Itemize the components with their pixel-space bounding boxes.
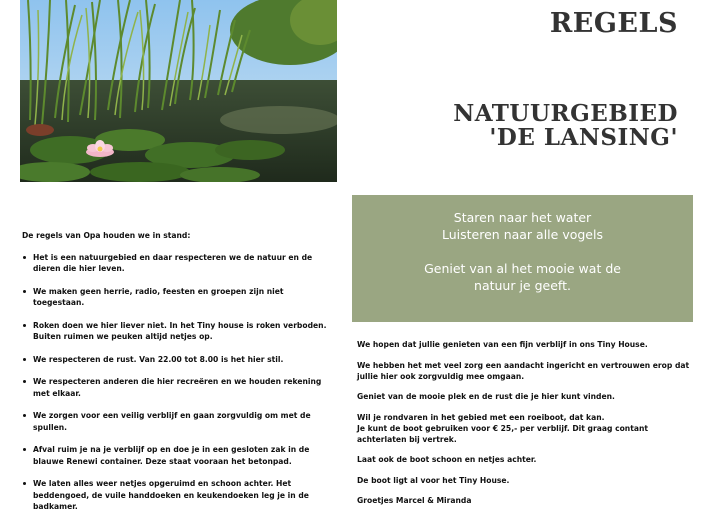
rule-item: Afval ruim je na je verblijf op en doe je in een gesloten zak in de blauwe Renewi container. Deze staat vooraan het betonpad. bbox=[22, 444, 332, 467]
info-paragraph: Geniet van de mooie plek en de rust die je hier kunt vinden. bbox=[357, 392, 615, 401]
rule-item: We respecteren anderen die hier recreëren en we houden rekening met elkaar. bbox=[22, 376, 332, 399]
nature-photo bbox=[20, 0, 337, 182]
rules-intro: De regels van Opa houden we in stand: bbox=[22, 231, 191, 240]
signature: Groetjes Marcel & Miranda bbox=[357, 496, 472, 505]
page-title: REGELS bbox=[549, 8, 678, 39]
subtitle-line2: 'DE LANSING' bbox=[489, 124, 678, 151]
info-paragraph: De boot ligt al voor het Tiny House. bbox=[357, 475, 510, 485]
rules-list bbox=[22, 252, 332, 513]
boat-line: Wil je rondvaren in het gebied met een roeiboot, dat kan. bbox=[357, 412, 605, 422]
rule-item: Roken doen we hier liever niet. In het Tiny house is roken verboden. Buiten ruimen we peuken altijd netjes op. bbox=[22, 320, 332, 343]
quote-line: Luisteren naar alle vogels bbox=[442, 227, 603, 242]
info-paragraph: We hebben het met veel zorg een aandacht ingericht en vertrouwen erop dat jullie hier ook zorgvuldig mee omgaan. bbox=[357, 360, 690, 381]
subtitle-line1: NATUURGEBIED bbox=[453, 100, 678, 127]
quote-line: natuur je geeft. bbox=[474, 278, 571, 293]
quote-line: Geniet van al het mooie wat de bbox=[424, 261, 621, 276]
info-paragraph: Laat ook de boot schoon en netjes achter. bbox=[357, 455, 537, 464]
pond-water-lily-photo-icon bbox=[20, 0, 337, 182]
quote-box bbox=[352, 195, 693, 322]
info-paragraph: We hopen dat jullie genieten van een fijn verblijf in ons Tiny House. bbox=[357, 340, 648, 349]
info-section bbox=[357, 339, 697, 516]
rule-item: We respecteren de rust. Van 22.00 tot 8.00 is het hier stil. bbox=[22, 354, 332, 366]
rule-item: We maken geen herrie, radio, feesten en groepen zijn niet toegestaan. bbox=[22, 286, 332, 309]
rule-item: We laten alles weer netjes opgeruimd en schoon achter. Het beddengoed, de vuile handdoeken en keukendoeken leg je in de badkamer. bbox=[22, 478, 332, 513]
boat-price-line: Je kunt de boot gebruiken voor € 25,- per verblijf. Dit graag contant achterlaten bij vertrek. bbox=[357, 423, 648, 444]
rule-item: We zorgen voor een veilig verblijf en gaan zorgvuldig om met de spullen. bbox=[22, 410, 332, 433]
quote-line: Staren naar het water bbox=[453, 210, 592, 225]
rules-section bbox=[22, 230, 332, 524]
rule-item: Het is een natuurgebied en daar respecteren we de natuur en de dieren die hier leven. bbox=[22, 252, 332, 275]
info-paragraph bbox=[357, 412, 697, 445]
page-subtitle bbox=[453, 102, 678, 150]
